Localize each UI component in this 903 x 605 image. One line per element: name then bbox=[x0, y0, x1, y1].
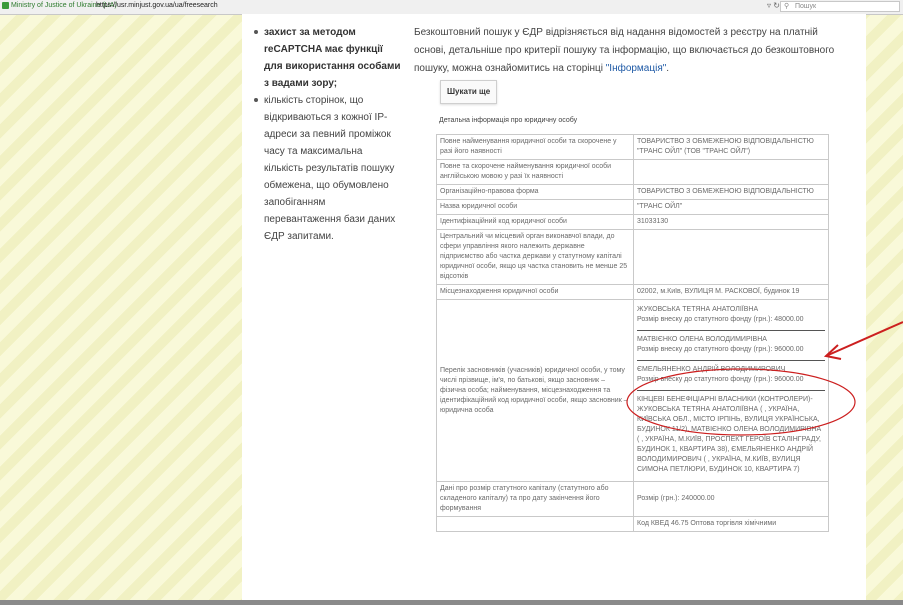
table-row bbox=[437, 135, 829, 160]
table-row bbox=[437, 200, 829, 215]
row-label: Центральний чи місцевий орган виконавчої влади, до сфери управління якого належить державне підприємство або частка держави у статутному капіталі юридичної особи, якщо ця частка становить не менше 25 відсотків bbox=[437, 230, 634, 285]
details-table bbox=[436, 134, 829, 532]
intro-body: Безкоштовний пошук у ЄДР відрізняється від надання відомостей з реєстру на платній основі, детальніше про критерії пошуку та інформацію, що включається до безкоштовного пошуку, можна ознайомитись на сторінці bbox=[414, 27, 835, 74]
row-label: Повне найменування юридичної особи та скорочене у разі його наявності bbox=[437, 135, 634, 160]
row-label: Повне та скорочене найменування юридичної особи англійською мовою у разі їх наявності bbox=[437, 160, 634, 185]
row-value: 31033130 bbox=[634, 215, 829, 230]
search-placeholder: Пошук bbox=[795, 3, 817, 10]
row-label: Місцезнаходження юридичної особи bbox=[437, 285, 634, 300]
intro-tail: . bbox=[666, 63, 670, 74]
founder-share: Розмір внеску до статутного фонду (грн.): 96000.00 bbox=[637, 346, 804, 353]
table-row bbox=[437, 285, 829, 300]
list-item: захист за методом reCAPTCHA має функції для використання особами з вадами зору; bbox=[252, 24, 402, 92]
founder-entry bbox=[637, 302, 825, 329]
row-label: Дані про розмір статутного капіталу (статутного або складеного капіталу) та про дату закінчення його формування bbox=[437, 482, 634, 517]
founder-share: Розмір внеску до статутного фонду (грн.): 96000.00 bbox=[637, 376, 804, 383]
row-label: Перелік засновників (учасників) юридичної особи, у тому числі прізвище, ім'я, по батькові, якщо засновник – фізична особа; найменування, місцезнаходження та ідентифікаційний код юридичної особи, якщо засновник – юридична особа bbox=[437, 300, 634, 482]
row-label bbox=[437, 517, 634, 532]
table-row bbox=[437, 215, 829, 230]
table-row bbox=[437, 517, 829, 532]
table-row bbox=[437, 230, 829, 285]
founder-entry bbox=[637, 362, 825, 389]
founders-cell bbox=[634, 300, 829, 482]
reload-icon[interactable]: ▿ ↻ bbox=[767, 1, 780, 10]
row-value: "ТРАНС ОЙЛ" bbox=[634, 200, 829, 215]
row-value: Розмір (грн.): 240000.00 bbox=[634, 482, 829, 517]
intro-text bbox=[414, 24, 844, 78]
search-more-button[interactable]: Шукати ще bbox=[440, 80, 497, 104]
table-row bbox=[437, 482, 829, 517]
row-label: Ідентифікаційний код юридичної особи bbox=[437, 215, 634, 230]
row-label: Назва юридичної особи bbox=[437, 200, 634, 215]
row-value: Код КВЕД 46.75 Оптова торгівля хімічними bbox=[634, 517, 829, 532]
details-title: Детальна інформація про юридичну особу bbox=[439, 117, 578, 124]
founder-entry bbox=[637, 332, 825, 359]
browser-search-input[interactable] bbox=[780, 1, 900, 12]
founder-share: Розмір внеску до статутного фонду (грн.): 48000.00 bbox=[637, 316, 804, 323]
beneficiaries: КІНЦЕВІ БЕНЕФІЦІАРНІ ВЛАСНИКИ (КОНТРОЛЕРИ)-ЖУКОВСЬКА ТЕТЯНА АНАТОЛІЇВНА ( , УКРАЇНА, КИЇВСЬКА ОБЛ., МІСТО ІРПІНЬ, ВУЛИЦЯ УКРАЇНСЬКА, БУДИНОК 11/2), МАТВІЄНКО ОЛЕНА ВОЛОДИМИРІВНА ( , УКРАЇНА, М.КИЇВ, ПРОСПЕКТ ГЕРОЇВ СТАЛІНГРАДУ, БУДИНОК 1, КВАРТИРА 38), ЄМЕЛЬЯНЕНКО АНДРІЙ ВОЛОДИМИРОВИЧ ( , УКРАЇНА, М.КИЇВ, ВУЛИЦЯ СИМОНА ПЕТЛЮРИ, БУДИНОК 10, КВАРТИРА 7) bbox=[637, 396, 822, 473]
table-row-founders bbox=[437, 300, 829, 482]
browser-bar bbox=[0, 0, 903, 15]
founder-name: ЖУКОВСЬКА ТЕТЯНА АНАТОЛІЇВНА bbox=[637, 306, 759, 313]
divider bbox=[637, 360, 825, 361]
list-item: кількість сторінок, що відкриваються з кожної IP-адреси за певний проміжок часу та максимальна кількість результатів пошуку обмежена, що обумовлено запобіганням перевантаження бази даних ЄДР запитами. bbox=[252, 92, 402, 245]
info-link[interactable]: "Інформація" bbox=[605, 63, 667, 74]
row-value: ТОВАРИСТВО З ОБМЕЖЕНОЮ ВІДПОВІДАЛЬНІСТЮ bbox=[634, 185, 829, 200]
founder-name: МАТВІЄНКО ОЛЕНА ВОЛОДИМИРІВНА bbox=[637, 336, 767, 343]
search-icon: ⚲ bbox=[784, 3, 790, 10]
row-value: ТОВАРИСТВО З ОБМЕЖЕНОЮ ВІДПОВІДАЛЬНІСТЮ "ТРАНС ОЙЛ" (ТОВ "ТРАНС ОЙЛ") bbox=[634, 135, 829, 160]
row-value bbox=[634, 160, 829, 185]
table-row bbox=[437, 160, 829, 185]
founder-name: ЄМЕЛЬЯНЕНКО АНДРІЙ ВОЛОДИМИРОВИЧ bbox=[637, 366, 786, 373]
window-edge bbox=[0, 600, 903, 605]
site-name: Ministry of Justice of Ukraine (UA) bbox=[11, 2, 117, 9]
row-label: Організаційно-правова форма bbox=[437, 185, 634, 200]
table-row bbox=[437, 185, 829, 200]
lock-icon bbox=[2, 2, 9, 9]
divider bbox=[637, 330, 825, 331]
row-value bbox=[634, 230, 829, 285]
left-info-list bbox=[252, 24, 402, 245]
divider bbox=[637, 390, 825, 391]
row-value: 02002, м.Київ, ВУЛИЦЯ М. РАСКОВОЇ, будинок 19 bbox=[634, 285, 829, 300]
url-field[interactable]: https://usr.minjust.gov.ua/ua/freesearch bbox=[96, 2, 218, 9]
